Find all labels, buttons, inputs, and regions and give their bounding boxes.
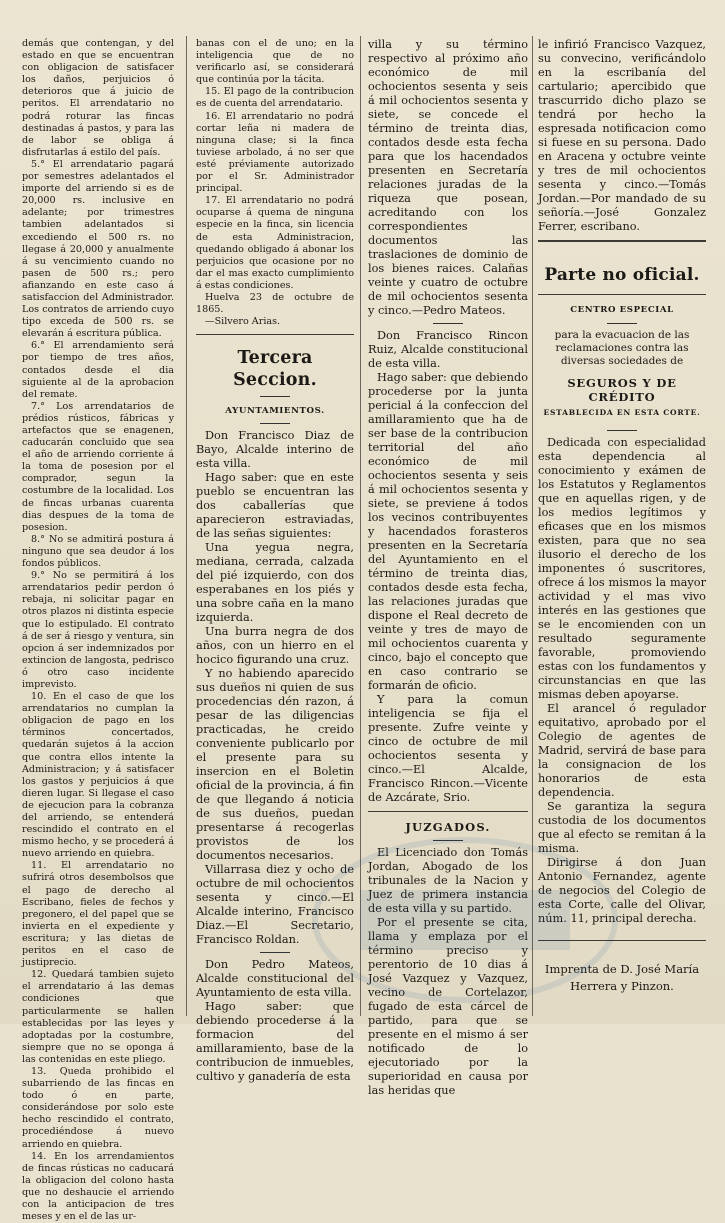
signature: —Silvero Arias. xyxy=(205,316,281,328)
notice-paragraph: villa y su término respectivo al próximo año económico de mil ochocientos sesenta y seis á mil ochocientos sesenta y siete, se concede el término de treinta dias, contados desde esta fecha para que los hacendados presenten en Secretaría relaciones juradas de la riqueza que posean, acreditando con los correspondientes documentos las traslaciones de dominio de los bienes raices. Calañas veinte y cuatro de octubre de mil ochocientos sesenta y cinco.—Pedro Mateos. xyxy=(368,38,528,317)
notice-paragraph: Se garantiza la segura custodia de los documentos que al efecto se remitan á la misma. xyxy=(538,800,706,855)
imprenta-block xyxy=(538,961,706,995)
column-1 xyxy=(22,38,174,1223)
ornament-rule xyxy=(607,430,637,431)
section-title: Tercera Seccion. xyxy=(233,348,317,391)
column-3 xyxy=(368,38,528,1097)
notice-paragraph: Y no habiendo aparecido sus dueños ni quien de sus procedencias dén razon, á pesar de las diligencias practicadas, he creido conveniente publicarlo por el presente para su insercion en el Boletin oficial de la provincia, á fin de que llegando á noticia de sus dueños, puedan presentarse á recogerlas provistos de los documentos necesarios. xyxy=(196,667,354,863)
column-rule xyxy=(532,36,533,1016)
juzgados-title: JUZGADOS. xyxy=(405,820,491,834)
date-line: Huelva 23 de octubre de 1865. xyxy=(196,291,354,316)
notice-paragraph: Hago saber: que debiendo procederse por la junta pericial á la confeccion del amillaramiento que ha de ser base de la contribucion territorial del año económico de mil ochocientos sesenta y seis á mil ochocientos sesenta y siete, se previene á todos los vecinos contribuyentes y hacendados forasteros presenten en la Secretaría del Ayuntamiento en el término de treinta dias, contados desde esta fecha, las relaciones juradas que dispone el Real decreto de veinte y tres de mayo de mil ochocientos cuarenta y cinco, bajo el concepto que en caso contrario se formarán de oficio. xyxy=(368,371,528,692)
column-4 xyxy=(538,38,706,1013)
article-paragraph: 13. Queda prohibido el subarriendo de las fincas en todo ó en parte, considerándose por solo este hecho rescindido el contrato, procediéndose á nuevo arriendo en quiebra. xyxy=(22,1065,174,1150)
article-paragraph: 17. El arrendatario no podrá ocuparse á quema de ninguna especie en la finca, sin licencia de esta Administracion, quedando obligado á abonar los perjuicios que ocasione por no dar el mas exacto cumplimiento á estas condiciones. xyxy=(196,195,354,291)
ornament-rule xyxy=(607,323,637,324)
centro-subtitle: para la evacuacion de las reclamaciones contra las diversas sociedades de xyxy=(554,329,690,367)
notice-block xyxy=(196,429,354,1084)
notice-paragraph: El arancel ó regulador equitativo, aprobado por el Colegio de agentes de Madrid, servirá de base para la consignacion de los honorarios de esta dependencia. xyxy=(538,702,706,799)
article-paragraph: 9.° No se permitirá á los arrendatarios pedir perdon ó rebaja, ni solicitar pagar en otros plazos ni distinta especie que lo estipulado. El contrato á de ser á riesgo y ventura, sin opcion á ser indemnizados por extincion de langosta, pedrisco ó otro caso incidente imprevisto. xyxy=(22,570,174,690)
column-rule xyxy=(186,36,187,1016)
notice-paragraph: Una yegua negra, mediana, cerrada, calzada del pié izquierdo, con dos esperabanes en los piés y una sobre caña en la mano izquierda. xyxy=(196,541,354,625)
article-paragraph: 10. En el caso de que los arrendatarios no cumplan la obligacion de pago en los términos concertados, quedarán sujetos á la accion que contra ellos intente la Administracion; y á satisfacer los gastos y perjuicios á que dieren lugar. Si llegase el caso de ejecucion para la cobranza del arriendo, se entenderá rescindido el contrato en el mismo hecho, y se procederá á nuevo arriendo en quiebra. xyxy=(22,691,174,860)
article-paragraph: demás que contengan, y del estado en que se encuentran con obligacion de satisfacer los daños, perjuicios ó deterioros que á juicio de peritos. El arrendatario no podrá roturar las fincas destinadas á pastos, y para las de labor se obliga á disfrutarlas á estilo del país. xyxy=(22,38,174,158)
centro-especial-title: CENTRO ESPECIAL xyxy=(570,305,674,315)
notice-paragraph: Hago saber: que debiendo procederse á la formacion del amillaramiento, base de la contribucion de inmuebles, cultivo y ganadería de esta xyxy=(196,1000,354,1084)
notice-heading: Don Francisco Diaz de Bayo, Alcalde interino de esta villa. xyxy=(196,429,354,471)
article-paragraph: 8.° No se admitirá postura á ninguno que sea deudor á los fondos públicos. xyxy=(22,533,174,570)
ornament-rule xyxy=(433,840,463,841)
article-paragraph: 15. El pago de la contribucion es de cuenta del arrendatario. xyxy=(196,86,354,110)
article-paragraph: 12. Quedará tambien sujeto el arrendatario á las demas condiciones que particularmente se hallen establecidas por las leyes y adoptadas por la costumbre, siempre que no se oponga á las contenidas en este pliego. xyxy=(22,969,174,1065)
notice-heading: Don Pedro Mateos, Alcalde constitucional del Ayuntamiento de esta villa. xyxy=(196,958,354,1000)
imprenta-line: Imprenta de D. José María xyxy=(544,962,700,976)
article-paragraph: 6.° El arrendamiento será por tiempo de tres años, contados desde el dia siguiente al de la aprobacion del remate. xyxy=(22,340,174,400)
section-rule xyxy=(196,334,354,335)
notice-paragraph: Dedicada con especialidad esta dependencia al conocimiento y exámen de los Estatutos y Reglamentos que en aquellas rigen, y de los medios legítimos y eficases que en los mismos existen, para que no sea ilusorio el derecho de los imponentes ó suscritores, ofrece á los mismos la mayor actividad y el mas vivo interés en las gestiones que se le encomienden con un resultado seguramente favorable, promoviendo estas con los fundamentos y circunstancias en que las mismas deben apoyarse. xyxy=(538,436,706,701)
article-paragraph: 14. En los arrendamientos de fincas rústicas no caducará la obligacion del colono hasta que no deshaucie el arriendo con la anticipacion de tres meses y en el de las ur- xyxy=(22,1150,174,1223)
article-paragraph: 7.° Los arrendatarios de prédios rústicos, fábricas y artefactos que se enagenen, caducarán concluido que sea el año de arriendo corriente á la toma de posesion por el comprador, segun la costumbre de la localidad. Los de fincas urbanas cuarenta dias despues de la toma de posesion. xyxy=(22,400,174,533)
article-paragraph: 5.° El arrendatario pagará por semestres adelantados el importe del arriendo si es de 20,000 rs. inclusive en adelante; por trimestres tambien adelantados si excediendo el 500 rs. no llegase á 20,000 y anualmente á su vencimiento cuando no pasen de 500 rs.; pero afianzando en este caso á satisfaccion del Administrador. Los contratos de arriendo cuyo tipo exceda de 500 rs. se elevarán á escritura pública. xyxy=(22,158,174,340)
section-rule xyxy=(538,294,706,295)
subsection-title: AYUNTAMIENTOS. xyxy=(225,406,325,417)
establecida-line: ESTABLECIDA EN ESTA CORTE. xyxy=(543,408,701,417)
column-2 xyxy=(196,38,354,1084)
ornament-rule xyxy=(260,423,290,424)
imprenta-line: Herrera y Pinzon. xyxy=(570,979,674,993)
section-rule xyxy=(538,240,706,242)
notice-paragraph: El Licenciado don Tomás Jordan, Abogado de los tribunales de la Nacion y Juez de primera instancia de esta villa y su partido. xyxy=(368,846,528,915)
notice-paragraph: Una burra negra de dos años, con un hierro en el hocico figurando una cruz. xyxy=(196,625,354,667)
article-paragraph: 11. El arrendatario no sufrirá otros desembolsos que el pago de derecho al Escribano, fieles de fechos y pregonero, el del papel que se invierta en el expediente y escritura; y las dietas de peritos en el caso de justiprecio. xyxy=(22,860,174,969)
notice-heading: Don Francisco Rincon Ruiz, Alcalde constitucional de esta villa. xyxy=(368,329,528,370)
ornament-rule xyxy=(260,396,290,397)
notice-paragraph: Hago saber: que en este pueblo se encuentran las dos caballerías que aparecieron estraviadas, de las señas siguientes: xyxy=(196,471,354,541)
article-paragraph: banas con el de uno; en la inteligencia que de no verificarlo así, se considerará que continúa por la tácita. xyxy=(196,38,354,86)
column-rule xyxy=(360,36,361,1016)
ornament-rule xyxy=(260,952,290,953)
section-rule xyxy=(368,811,528,812)
notice-paragraph: Dirigirse á don Juan Antonio Fernandez, agente de negocios del Colegio de esta Corte, calle del Olivar, núm. 11, principal derecha. xyxy=(538,856,706,925)
section-rule xyxy=(538,940,706,941)
notice-paragraph: Y para la comun inteligencia se fija el presente. Zufre veinte y cinco de octubre de mil ochocientos sesenta y cinco.—El Alcalde, Francisco Rincon.—Vicente de Azcárate, Srio. xyxy=(368,693,528,804)
parte-no-oficial-title: Parte no oficial. xyxy=(544,265,700,285)
seguros-title: SEGUROS Y DE CRÉDITO xyxy=(567,376,677,404)
ornament-rule xyxy=(433,323,463,324)
notice-paragraph: Por el presente se cita, llama y emplaza por el término preciso y perentorio de 10 dias á José Vazquez y Vazquez, vecino de Cortelazor, fugado de esta cárcel de partido, para que se presente en el mismo á ser notificado de lo ejecutoriado por la superioridad en causa por las heridas que xyxy=(368,916,528,1097)
notice-paragraph: Villarrasa diez y ocho de octubre de mil ochocientos sesenta y cinco.—El Alcalde interino, Francisco Diaz.—El Secretario, Francisco Roldan. xyxy=(196,863,354,947)
notice-paragraph: le infirió Francisco Vazquez, su convecino, verificándolo en la escribanía del cartulario; apercibido que trascurrido dicho plazo se tendrá por hecho la espresada notificacion como si fuese en su persona. Dado en Aracena y octubre veinte y tres de mil ochocientos sesenta y cinco.—Tomás Jordan.—Por mandado de su señoría.—José Gonzalez Ferrer, escribano. xyxy=(538,38,706,233)
article-paragraph: 16. El arrendatario no podrá cortar leña ni madera de ninguna clase; si la finca tuviese arbolado, á no ser que esté préviamente autorizado por el Sr. Administrador principal. xyxy=(196,110,354,195)
